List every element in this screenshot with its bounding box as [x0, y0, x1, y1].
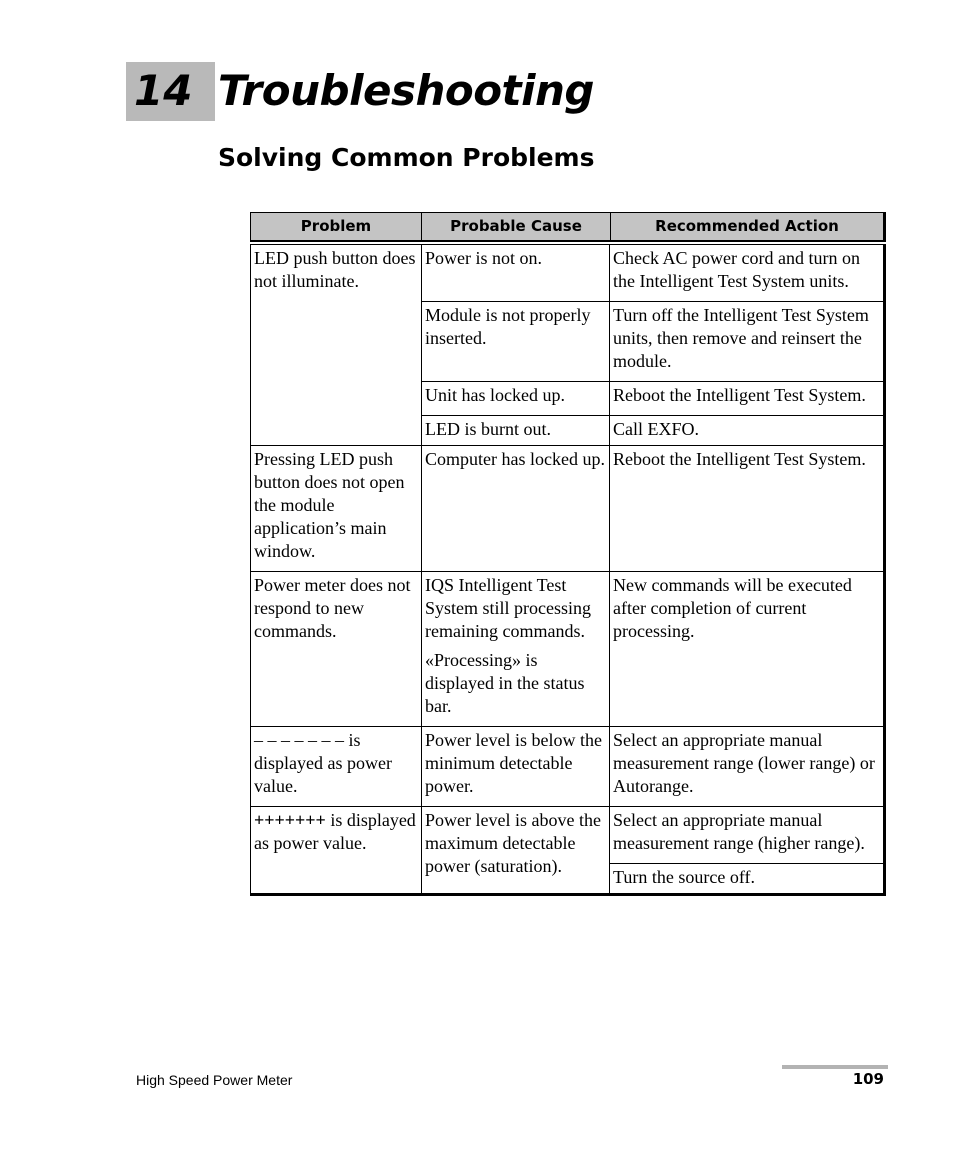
plus-symbol: +++++++	[254, 810, 326, 830]
action-cell: New commands will be executed after completion of current processing.	[610, 572, 885, 727]
dash-symbol: – – – – – – –	[254, 730, 344, 750]
header-problem: Problem	[300, 216, 372, 235]
table-header	[250, 212, 886, 242]
cause-cell: Computer has locked up.	[422, 446, 610, 572]
cause-cell: Power is not on.	[422, 245, 610, 302]
footer-product-name: High Speed Power Meter	[136, 1072, 293, 1088]
troubleshooting-table	[250, 212, 886, 896]
chapter-number: 14	[134, 66, 193, 115]
chapter-title: Troubleshooting	[218, 66, 594, 115]
header-probable-cause: Probable Cause	[421, 213, 610, 240]
action-cell: Select an appropriate manual measurement range (lower range) or Autorange.	[610, 727, 885, 807]
action-cell: Select an appropriate manual measurement range (higher range).	[610, 807, 885, 864]
action-cell: Turn off the Intelligent Test System units, then remove and reinsert the module.	[610, 302, 885, 382]
table-row	[251, 446, 885, 572]
footer-rule	[782, 1065, 888, 1069]
action-cell: Reboot the Intelligent Test System.	[610, 446, 885, 572]
cause-paragraph: «Processing» is displayed in the status bar.	[425, 650, 585, 716]
problem-cell	[251, 727, 422, 807]
cause-cell: LED is burnt out.	[422, 416, 610, 446]
table-body	[250, 244, 886, 896]
table-row	[251, 727, 885, 807]
table-row	[251, 807, 885, 864]
action-cell: Call EXFO.	[610, 416, 885, 446]
page-number: 109	[852, 1070, 884, 1088]
problem-cell: LED push button does not illuminate.	[251, 245, 422, 446]
table-row	[251, 245, 885, 302]
cause-cell	[422, 572, 610, 727]
cause-paragraph: IQS Intelligent Test System still processing remaining commands.	[425, 575, 591, 641]
cause-cell: Unit has locked up.	[422, 382, 610, 416]
section-title: Solving Common Problems	[218, 143, 595, 172]
problem-text: is displayed as power value.	[254, 810, 416, 853]
cause-cell: Power level is above the maximum detectable power (saturation).	[422, 807, 610, 895]
problem-text: is displayed as power value.	[254, 730, 392, 796]
action-cell: Reboot the Intelligent Test System.	[610, 382, 885, 416]
table-row	[251, 572, 885, 727]
problem-cell: Power meter does not respond to new commands.	[251, 572, 422, 727]
cause-cell: Power level is below the minimum detectable power.	[422, 727, 610, 807]
problem-cell: Pressing LED push button does not open the module application’s main window.	[251, 446, 422, 572]
action-cell: Check AC power cord and turn on the Intelligent Test System units.	[610, 245, 885, 302]
action-cell: Turn the source off.	[610, 864, 885, 895]
header-recommended-action: Recommended Action	[610, 213, 883, 240]
cause-cell: Module is not properly inserted.	[422, 302, 610, 382]
problem-cell	[251, 807, 422, 895]
